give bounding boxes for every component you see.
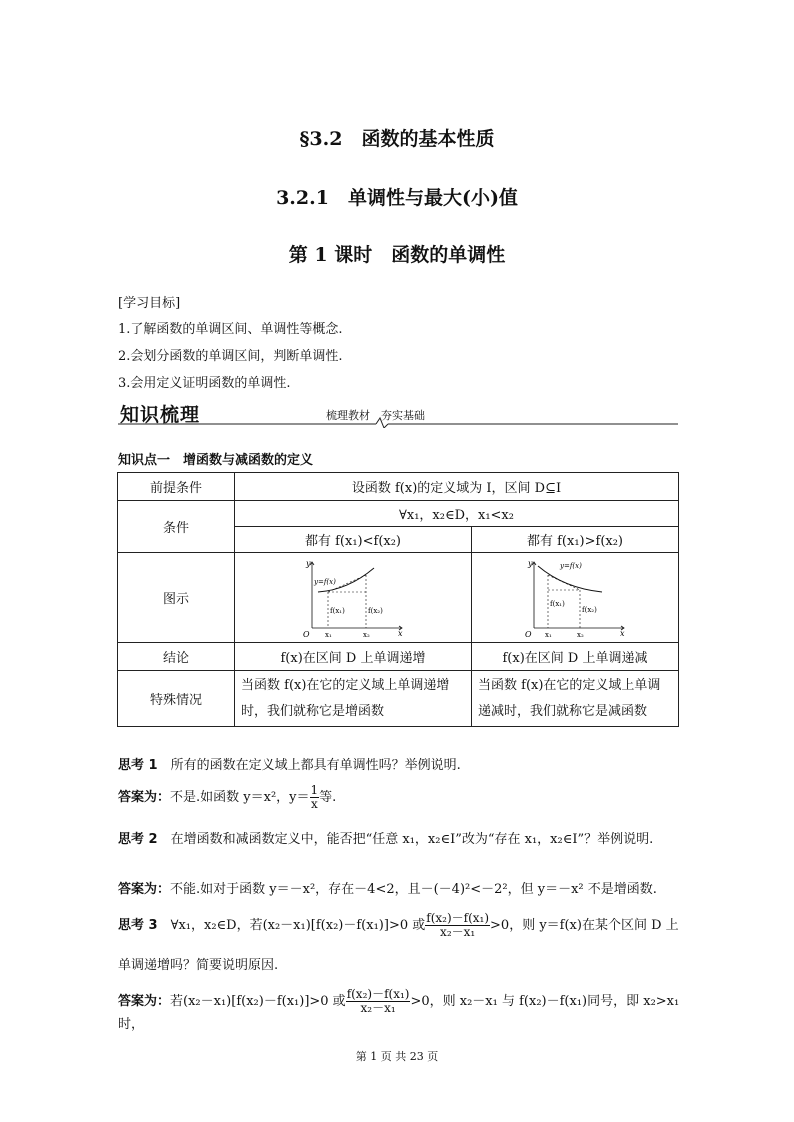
think-text: 所有的函数在定义域上都具有单调性吗？举例说明. [170,758,461,773]
fx2-label: f(x₂) [582,605,597,614]
fraction-numerator: 1 [310,783,319,797]
fraction-numerator: f(x₂)－f(x₁) [346,987,410,1001]
origin-label: O [525,629,532,638]
fraction [310,784,320,811]
think-3-answer [118,988,683,1035]
goal-item: 1.了解函数的单调区间、单调性等概念. [118,322,343,337]
think-label: 思考 1 [118,758,158,773]
premise-label: 前提条件 [118,473,235,501]
knowledge-point-title: 知识点一 增函数与减函数的定义 [118,453,314,468]
fx1-label: f(x₁) [330,606,345,615]
fx2-label: f(x₂) [368,606,383,615]
increasing-function-graph [298,558,408,638]
subsection-heading: 3.2.1 单调性与最大(小)值 [276,187,518,209]
special-case-increasing: 当函数 f(x)在它的定义域上单调递增时，我们就称它是增函数 [235,671,472,727]
think-3-question [118,912,683,939]
answer-text: 不能.如对于函数 y＝－x²，存在－4<2，且－(－4)²<－2²，但 y＝－x² 不是增函数. [170,882,657,897]
x1-label: x₁ [545,630,552,638]
think-1-question [118,756,683,776]
fraction-denominator: x₂－x₁ [360,1001,396,1015]
goal-item: 3.会用定义证明函数的单调性. [118,376,291,391]
condition-label: 条件 [118,501,235,553]
fraction [346,988,411,1015]
x-axis-label: x [620,628,625,638]
answer-text: >0，则 x₂－x₁ 与 f(x₂)－f(x₁)同号，即 x₂>x₁ 时， [118,994,680,1032]
section-heading: §3.2 函数的基本性质 [299,128,495,150]
figure-label: 图示 [118,553,235,643]
think-label: 思考 2 [118,832,158,847]
x-axis-label: x [398,628,403,638]
think-2-question [118,826,683,853]
think-text: 在增函数和减函数定义中，能否把“任意 x₁，x₂∈I”改为“存在 x₁，x₂∈I”？举例说明. [170,832,654,847]
think-text: ∀x₁，x₂∈D，若(x₂－x₁)[f(x₂)－f(x₁)]>0 或 [170,918,426,933]
curve-label: y=f(x) [314,577,336,586]
answer-text: 若(x₂－x₁)[f(x₂)－f(x₁)]>0 或 [170,994,346,1009]
goal-item: 2.会划分函数的单调区间，判断单调性. [118,349,343,364]
fraction [425,912,490,939]
think-label: 思考 3 [118,918,158,933]
think-2-answer [118,880,683,900]
think-1-answer [118,784,683,811]
condition-common: ∀x₁，x₂∈D，x₁<x₂ [235,501,679,527]
fraction-numerator: f(x₂)－f(x₁) [426,911,490,925]
y-axis-label: y [528,558,533,568]
fraction-denominator: x₂－x₁ [440,925,476,939]
answer-label: 答案为： [118,882,171,897]
fx1-label: f(x₁) [550,599,565,608]
lesson-heading: 第 1 课时 函数的单调性 [288,244,506,266]
fraction-denominator: x [310,797,318,811]
answer-label: 答案为： [118,790,171,805]
definition-table [117,472,679,727]
condition-decreasing: 都有 f(x₁)>f(x₂) [472,527,679,553]
y-axis-label: y [306,558,311,568]
decreasing-graph-cell [472,553,679,643]
special-case-decreasing: 当函数 f(x)在它的定义域上单调递减时，我们就称它是减函数 [472,671,679,727]
conclusion-decreasing: f(x)在区间 D 上单调递减 [472,643,679,671]
goals-title: [学习目标] [118,296,181,311]
think-text: >0，则 y＝f(x)在某个区间 D 上 [490,918,679,933]
x1-label: x₁ [325,630,332,638]
x2-label: x₂ [363,630,370,638]
condition-increasing: 都有 f(x₁)<f(x₂) [235,527,472,553]
conclusion-increasing: f(x)在区间 D 上单调递增 [235,643,472,671]
think-3-question-line2: 单调递增吗？简要说明原因. [118,958,279,973]
answer-label: 答案为： [118,994,171,1009]
section-title: 知识梳理 [120,404,201,426]
x2-label: x₂ [577,630,584,638]
page-footer: 第 1 页 共 23 页 [355,1050,439,1063]
decreasing-function-graph [520,558,630,638]
section-subtitle: 梳理教材 夯实基础 [326,409,425,422]
answer-text: 不是.如函数 y＝x²，y＝ [170,790,310,805]
conclusion-label: 结论 [118,643,235,671]
answer-text: 等. [319,790,337,805]
increasing-graph-cell [235,553,472,643]
special-case-label: 特殊情况 [118,671,235,727]
premise-value: 设函数 f(x)的定义域为 I，区间 D⊆I [235,473,679,501]
origin-label: O [303,629,310,638]
curve-label: y=f(x) [560,561,582,570]
